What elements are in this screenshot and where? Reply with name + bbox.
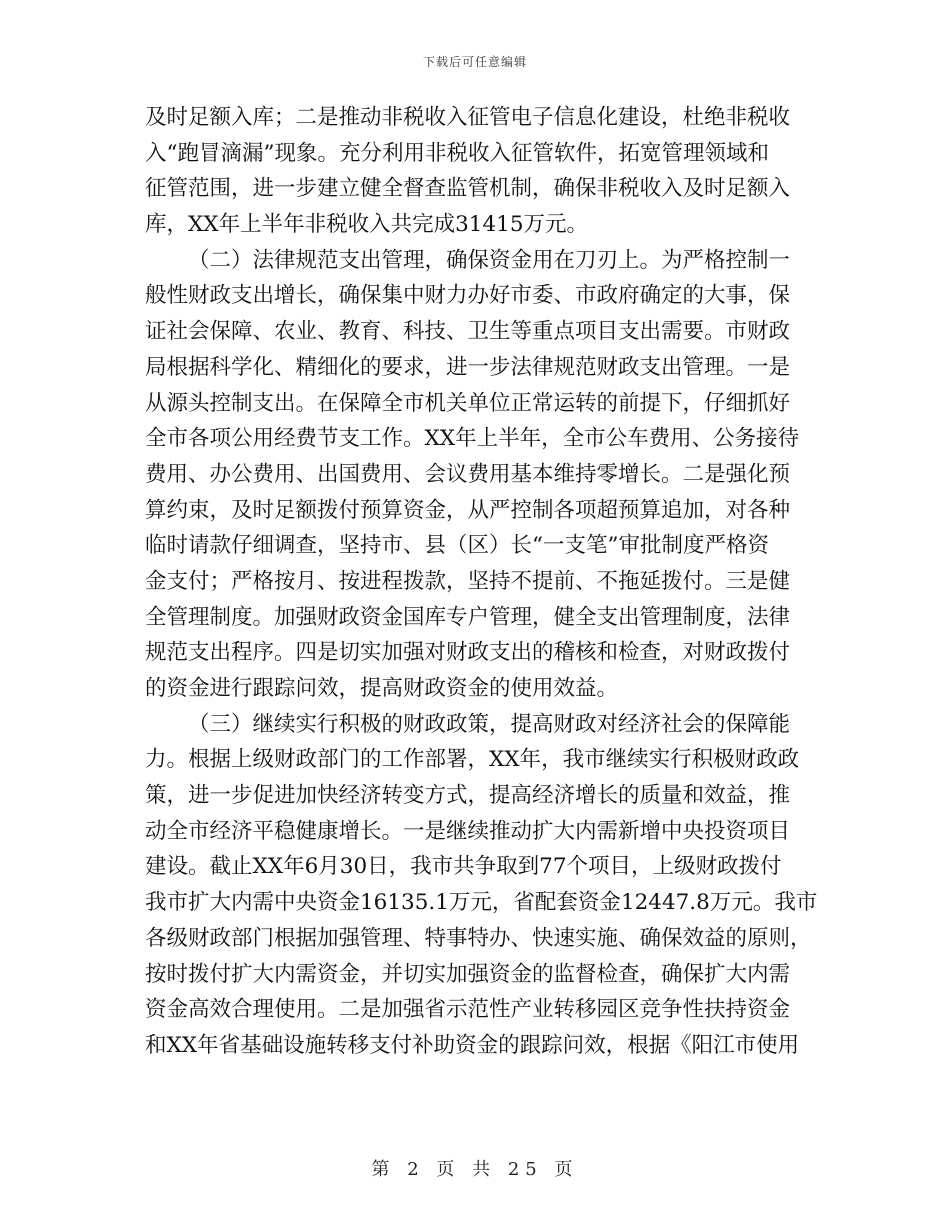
text-line: 规范支出程序。四是切实加强对财政支出的稽核和检查，对财政拨付 bbox=[145, 640, 791, 666]
text-line: 的资金进行跟踪问效，提高财政资金的使用效益。 bbox=[145, 676, 619, 701]
text-line: （二）法律规范支出管理，确保资金用在刀刃上。为严格控制一 bbox=[188, 247, 791, 273]
text-line: 我市扩大内需中央资金16135.1万元，省配套资金12447.8万元。我市 bbox=[145, 890, 818, 916]
text-line: 库，XX年上半年非税收入共完成31415万元。 bbox=[145, 212, 589, 238]
text-line: 全管理制度。加强财政资金国库专户管理，健全支出管理制度，法律 bbox=[145, 604, 791, 630]
text-line: 算约束，及时足额拨付预算资金，从严控制各项超预算追加，对各种 bbox=[145, 497, 791, 523]
text-line: 证社会保障、农业、教育、科技、卫生等重点项目支出需要。市财政 bbox=[145, 319, 791, 345]
text-line: 策，进一步促进加快经济转变方式，提高经济增长的质量和效益，推 bbox=[145, 783, 791, 809]
text-line: 般性财政支出增长，确保集中财力办好市委、市政府确定的大事，保 bbox=[145, 283, 791, 309]
page-footer: 第 2 页 共 25 页 bbox=[371, 1159, 579, 1180]
text-line: 入“跑冒滴漏”现象。充分利用非税收入征管软件，拓宽管理领域和 bbox=[145, 140, 769, 166]
text-line: 及时足额入库；二是推动非税收入征管电子信息化建设，杜绝非税收 bbox=[145, 105, 791, 130]
text-line: 全市各项公用经费节支工作。XX年上半年，全市公车费用、公务接待 bbox=[145, 426, 800, 452]
text-line: 各级财政部门根据加强管理、特事特办、快速实施、确保效益的原则， bbox=[145, 925, 812, 951]
text-line: 局根据科学化、精细化的要求，进一步法律规范财政支出管理。一是 bbox=[145, 354, 791, 380]
page-header: 下载后可任意编辑 bbox=[422, 55, 527, 69]
text-line: 建设。截止XX年6月30日，我市共争取到77个项目，上级财政拨付 bbox=[145, 854, 782, 880]
text-line: 按时拨付扩大内需资金，并切实加强资金的监督检查，确保扩大内需 bbox=[145, 961, 791, 987]
text-line: 费用、办公费用、出国费用、会议费用基本维持零增长。二是强化预 bbox=[145, 461, 791, 487]
text-line: 征管范围，进一步建立健全督查监管机制，确保非税收入及时足额入 bbox=[145, 176, 791, 202]
text-line: 和XX年省基础设施转移支付补助资金的跟踪问效，根据《阳江市使用 bbox=[145, 1032, 800, 1058]
text-line: 力。根据上级财政部门的工作部署，XX年，我市继续实行积极财政政 bbox=[145, 747, 800, 773]
document-body bbox=[145, 100, 818, 1064]
text-line: 临时请款仔细调查，坚持市、县（区）长“一支笔”审批制度严格资 bbox=[145, 533, 769, 559]
text-line: 从源头控制支出。在保障全市机关单位正常运转的前提下，仔细抓好 bbox=[145, 390, 791, 416]
text-line: 金支付；严格按月、按进程拨款，坚持不提前、不拖延拨付。三是健 bbox=[145, 568, 791, 594]
text-line: 资金高效合理使用。二是加强省示范性产业转移园区竞争性扶持资金 bbox=[145, 997, 791, 1023]
text-line: 动全市经济平稳健康增长。一是继续推动扩大内需新增中央投资项目 bbox=[145, 818, 791, 844]
text-line: （三）继续实行积极的财政政策，提高财政对经济社会的保障能 bbox=[188, 711, 791, 737]
